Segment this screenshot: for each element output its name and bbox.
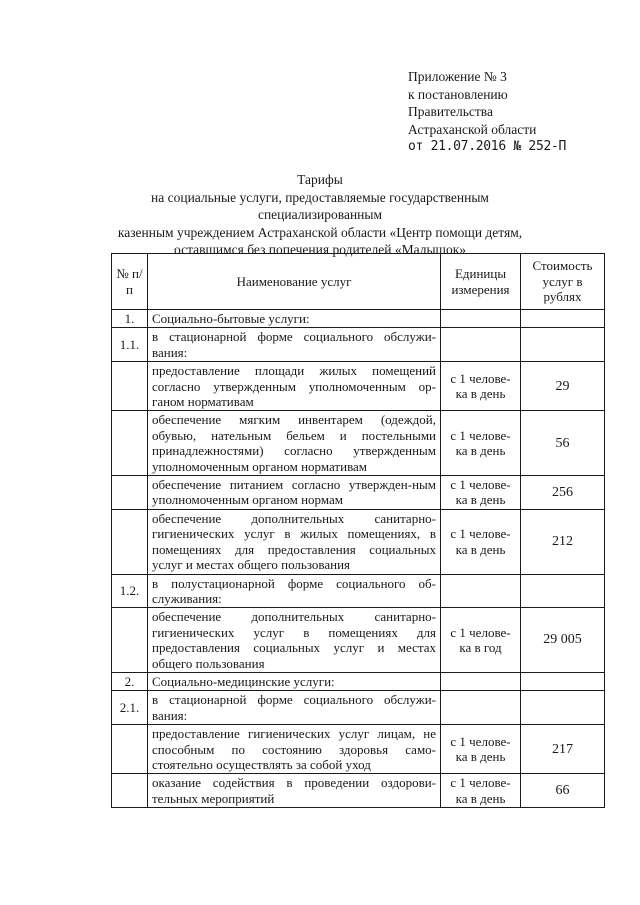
row-name: в полустационарной форме социального об-служивания: [148, 574, 441, 608]
row-name: обеспечение дополнительных санитарно-гигиенических услуг в жилых помещениях, в помещениях для предоставления социальных услуг и местах общего пользования [148, 509, 441, 574]
appendix-line: Правительства [408, 104, 493, 119]
appendix-line: Астраханской области [408, 121, 537, 137]
appendix-block [408, 68, 566, 156]
row-unit: с 1 челове-ка в день [441, 476, 521, 510]
appendix-line: к постановлению [408, 86, 508, 102]
appendix-line: Приложение № 3 [408, 69, 507, 84]
row-num: 1.1. [112, 328, 148, 362]
tariffs-table [111, 253, 605, 808]
row-unit: с 1 челове-ка в день [441, 774, 521, 808]
row-price: 217 [521, 725, 605, 774]
table-row [112, 310, 605, 328]
row-name: в стационарной форме социального обслужи-вания: [148, 691, 441, 725]
row-num [112, 774, 148, 808]
row-price [521, 310, 605, 328]
row-num: 1.2. [112, 574, 148, 608]
table-row [112, 328, 605, 362]
table-row [112, 691, 605, 725]
row-name: обеспечение мягким инвентарем (одеждой, обувью, нательным бельем и постельными принадлежностями) согласно утвержденным уполномоченным органом нормативам [148, 411, 441, 476]
table-row [112, 574, 605, 608]
row-unit [441, 691, 521, 725]
table-row [112, 774, 605, 808]
table-row [112, 608, 605, 673]
row-num: 1. [112, 310, 148, 328]
title-line: на социальные услуги, предоставляемые государственным специализированным [151, 189, 489, 222]
row-num [112, 476, 148, 510]
table-row [112, 725, 605, 774]
table-row [112, 411, 605, 476]
row-name: Социально-медицинские услуги: [148, 672, 441, 690]
row-unit [441, 574, 521, 608]
table-header-row [112, 254, 605, 310]
row-price: 66 [521, 774, 605, 808]
row-name: оказание содействия в проведении оздорови-тельных мероприятий [148, 774, 441, 808]
table-row [112, 476, 605, 510]
row-unit [441, 328, 521, 362]
header-num: № п/п [112, 254, 148, 310]
row-name: предоставление площади жилых помещений согласно утвержденным уполномоченным ор-ганом нормативам [148, 362, 441, 411]
row-price: 56 [521, 411, 605, 476]
row-num [112, 725, 148, 774]
title-heading: Тарифы [297, 172, 343, 187]
row-num [112, 608, 148, 673]
table-row [112, 672, 605, 690]
header-unit: Единицы измерения [441, 254, 521, 310]
row-price [521, 672, 605, 690]
table-row [112, 509, 605, 574]
row-unit: с 1 челове-ка в день [441, 509, 521, 574]
row-num: 2. [112, 672, 148, 690]
title-line: оставшимся без попечения родителей «Малышок» [173, 242, 467, 257]
title-line: казенным учреждением Астраханской области «Центр помощи детям, [117, 224, 523, 240]
header-price: Стоимость услуг в рублях [521, 254, 605, 310]
row-num [112, 509, 148, 574]
appendix-date-line: от 21.07.2016 № 252-П [408, 139, 567, 154]
row-price: 29 005 [521, 608, 605, 673]
header-name: Наименование услуг [148, 254, 441, 310]
row-name: обеспечение питанием согласно утвержден-ным уполномоченным органом нормам [148, 476, 441, 510]
row-unit [441, 672, 521, 690]
row-unit: с 1 челове-ка в год [441, 608, 521, 673]
table-row [112, 362, 605, 411]
row-price [521, 574, 605, 608]
row-price [521, 328, 605, 362]
row-num [112, 411, 148, 476]
document-title [100, 171, 540, 259]
row-price: 212 [521, 509, 605, 574]
row-name: обеспечение дополнительных санитарно-гигиенических услуг в помещениях для предоставления социальных услуг и местах общего пользования [148, 608, 441, 673]
row-name: в стационарной форме социального обслужи-вания: [148, 328, 441, 362]
row-num [112, 362, 148, 411]
row-price: 29 [521, 362, 605, 411]
row-name: Социально-бытовые услуги: [148, 310, 441, 328]
row-price: 256 [521, 476, 605, 510]
row-unit [441, 310, 521, 328]
row-name: предоставление гигиенических услуг лицам, не способным по состоянию здоровья само-стоятельно осуществлять за собой уход [148, 725, 441, 774]
row-price [521, 691, 605, 725]
row-unit: с 1 челове-ка в день [441, 725, 521, 774]
row-unit: с 1 челове-ка в день [441, 411, 521, 476]
row-unit: с 1 челове-ка в день [441, 362, 521, 411]
row-num: 2.1. [112, 691, 148, 725]
